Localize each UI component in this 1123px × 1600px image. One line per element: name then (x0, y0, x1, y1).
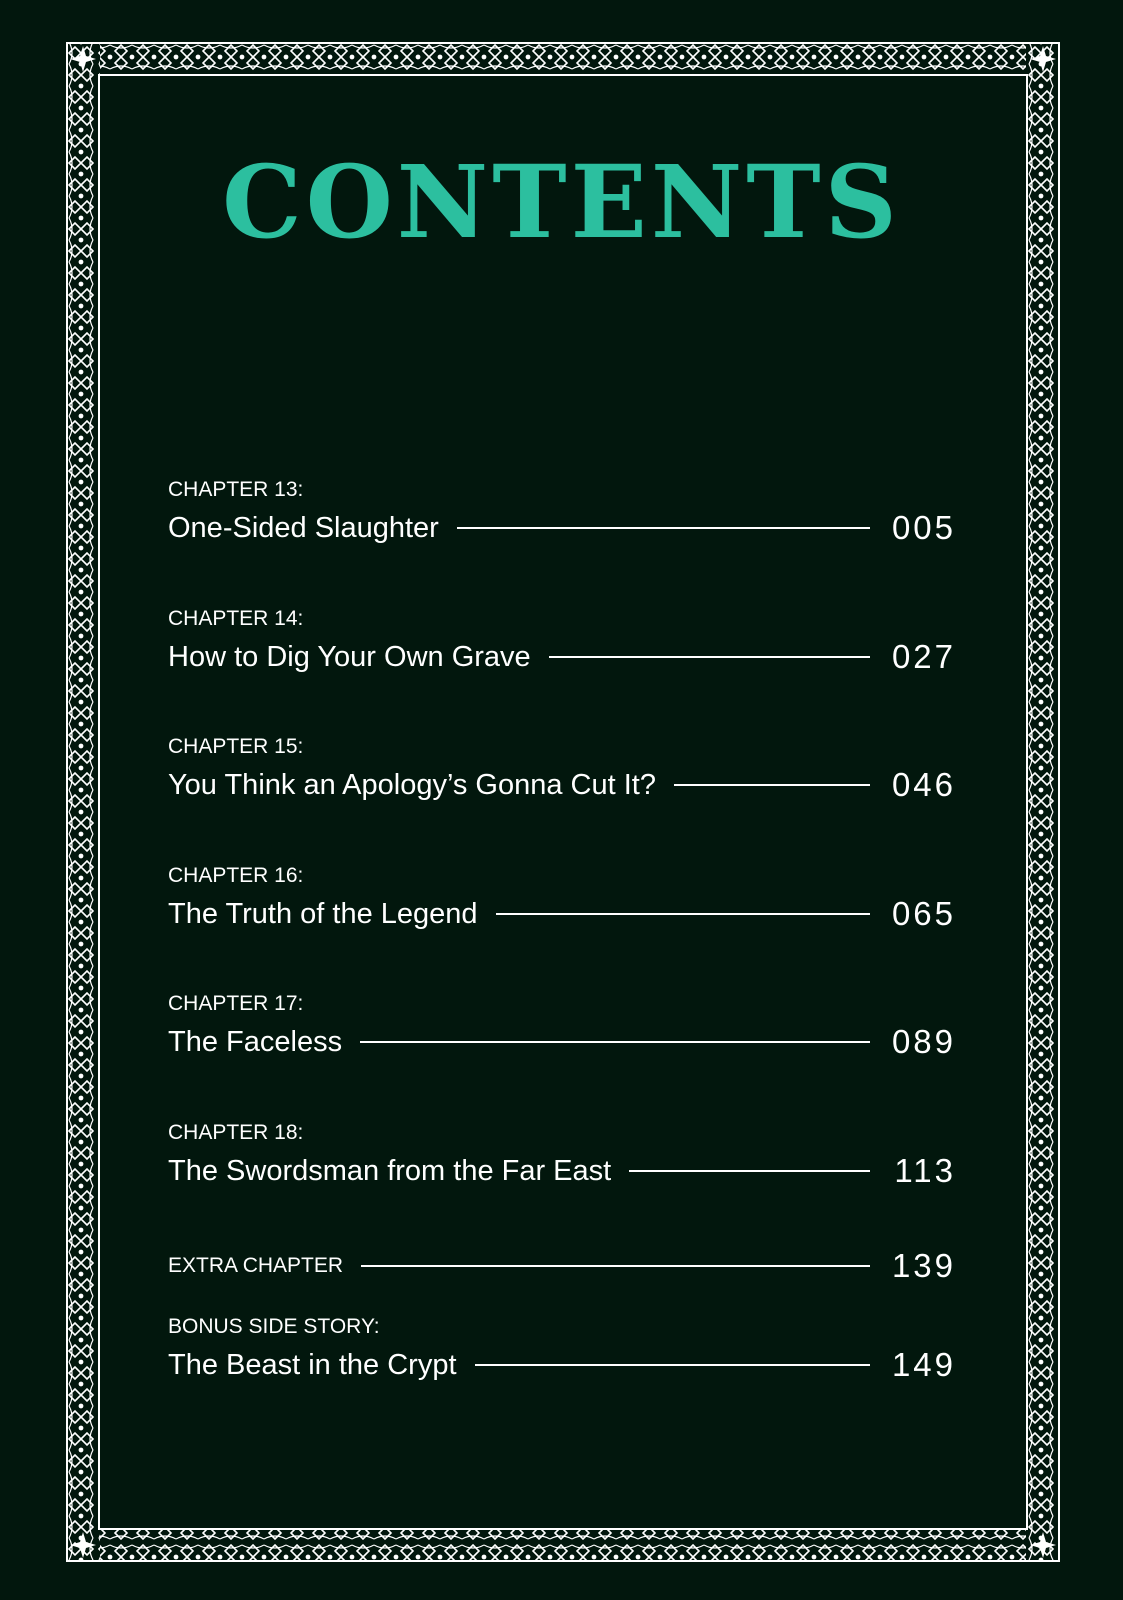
chapter-title: One-Sided Slaughter (168, 511, 439, 544)
chapter-label: CHAPTER 16: (168, 864, 304, 887)
page-number: 149 (891, 1346, 956, 1383)
toc-entry[interactable] (168, 736, 956, 803)
chapter-title: You Think an Apology’s Gonna Cut It? (168, 768, 656, 801)
toc-entry[interactable] (168, 865, 956, 932)
page-number: 113 (894, 1152, 956, 1189)
chapter-label: BONUS SIDE STORY: (168, 1315, 380, 1338)
leader-line (496, 913, 870, 915)
toc-entry[interactable] (168, 479, 956, 546)
chapter-title: The Faceless (168, 1025, 343, 1058)
toc-entry-extra[interactable] (168, 1248, 956, 1284)
leader-line (629, 1170, 870, 1172)
chapter-label: CHAPTER 17: (168, 992, 304, 1015)
leader-line (475, 1364, 870, 1366)
page-number: 065 (891, 895, 956, 932)
leader-line (361, 1265, 870, 1267)
page-number: 005 (891, 509, 956, 546)
page-number: 139 (891, 1247, 956, 1284)
chapter-label: CHAPTER 18: (168, 1121, 304, 1144)
chapter-label: CHAPTER 13: (168, 478, 304, 501)
toc-entry[interactable] (168, 1316, 956, 1383)
chapter-label: CHAPTER 14: (168, 607, 304, 630)
leader-line (360, 1041, 870, 1043)
toc-entry[interactable] (168, 608, 956, 675)
chapter-label: CHAPTER 15: (168, 735, 304, 758)
page-number: 027 (891, 638, 956, 675)
chapter-title: The Swordsman from the Far East (168, 1154, 612, 1187)
page-title: CONTENTS (222, 143, 901, 261)
leader-line (549, 656, 870, 658)
leader-line (674, 784, 870, 786)
chapter-title: The Truth of the Legend (168, 897, 478, 930)
toc-entry[interactable] (168, 1122, 956, 1189)
chapter-title: EXTRA CHAPTER (168, 1254, 344, 1277)
chapter-title: How to Dig Your Own Grave (168, 640, 531, 673)
toc-entry[interactable] (168, 993, 956, 1060)
page-number: 089 (891, 1023, 956, 1060)
leader-line (457, 527, 870, 529)
page-number: 046 (891, 766, 956, 803)
chapter-title: The Beast in the Crypt (168, 1348, 457, 1381)
